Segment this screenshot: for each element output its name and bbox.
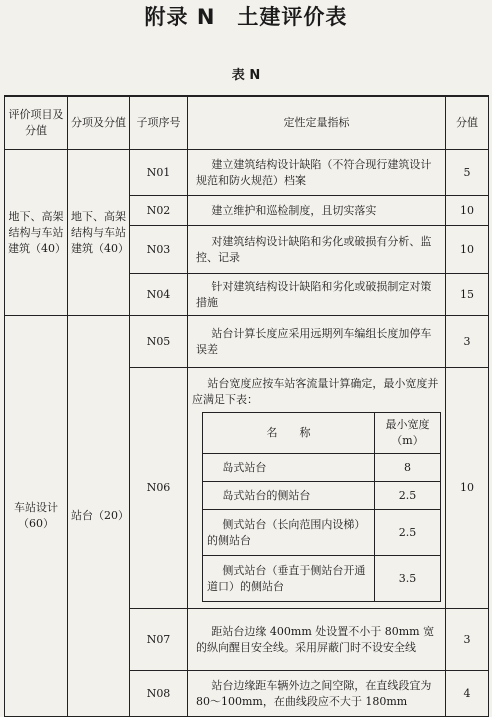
row-indicator: 站台计算长度应采用远期列车编组长度加停车误差 — [188, 316, 446, 368]
group1-sub: 地下、高架结构与车站建筑（40） — [68, 150, 130, 316]
row-score: 3 — [446, 316, 489, 368]
platform-name: 岛式站台 — [203, 454, 375, 482]
platform-name: 侧式站台（长向范围内设梯）的侧站台 — [203, 510, 375, 556]
row-code: N08 — [130, 671, 188, 717]
row-code: N02 — [130, 196, 188, 226]
row-score: 10 — [446, 368, 489, 609]
row-indicator: 针对建筑结构设计缺陷和劣化或破损制定对策措施 — [188, 274, 446, 316]
header-score: 分值 — [446, 96, 489, 150]
row-code: N07 — [130, 609, 188, 671]
row-indicator: 对建筑结构设计缺陷和劣化或破损有分析、监控、记录 — [188, 226, 446, 274]
row-score: 5 — [446, 150, 489, 196]
table-caption: 表 N — [231, 68, 261, 83]
row-code: N06 — [130, 368, 188, 609]
platform-width: 2.5 — [375, 482, 441, 510]
row-code: N03 — [130, 226, 188, 274]
table-row — [5, 150, 489, 196]
sub-header-name: 名 称 — [203, 413, 375, 454]
row-code: N05 — [130, 316, 188, 368]
platform-name: 侧式站台（垂直于侧站台开通道口）的侧站台 — [203, 556, 375, 602]
row-score: 10 — [446, 226, 489, 274]
header-indicator: 定性定量指标 — [188, 96, 446, 150]
min-width-table — [202, 412, 441, 602]
sub-header-width: 最小宽度（m） — [375, 413, 441, 454]
row-code: N04 — [130, 274, 188, 316]
row-indicator: 建立建筑结构设计缺陷（不符合现行建筑设计规范和防火规范）档案 — [188, 150, 446, 196]
table-row — [5, 316, 489, 368]
row-indicator — [188, 368, 446, 609]
platform-name: 岛式站台的侧站台 — [203, 482, 375, 510]
platform-width: 2.5 — [375, 510, 441, 556]
row-score: 3 — [446, 609, 489, 671]
row-score: 10 — [446, 196, 489, 226]
appendix-title: 附录 N 土建评价表 — [144, 5, 348, 29]
header-code: 子项序号 — [130, 96, 188, 150]
table-header-row — [5, 96, 489, 150]
row-score: 15 — [446, 274, 489, 316]
group2-sub: 站台（20） — [68, 316, 130, 717]
row-indicator: 距站台边缘 400mm 处设置不小于 80mm 宽的纵向醒目安全线。采用屏蔽门时不设安全线 — [188, 609, 446, 671]
evaluation-table — [4, 95, 489, 717]
group1-item: 地下、高架结构与车站建筑（40） — [5, 150, 68, 316]
platform-width: 3.5 — [375, 556, 441, 602]
row-indicator: 站台边缘距车辆外边之间空隙，在直线段宜为 80～100mm，在曲线段应不大于 180mm — [188, 671, 446, 717]
row-indicator: 建立维护和巡检制度，且切实落实 — [188, 196, 446, 226]
row-code: N01 — [130, 150, 188, 196]
header-sub: 分项及分值 — [68, 96, 130, 150]
header-item: 评价项目及分值 — [5, 96, 68, 150]
group2-item: 车站设计（60） — [5, 316, 68, 717]
platform-width: 8 — [375, 454, 441, 482]
n06-lead: 站台宽度应按车站客流量计算确定，最小宽度并应满足下表： — [192, 377, 439, 406]
row-score: 4 — [446, 671, 489, 717]
